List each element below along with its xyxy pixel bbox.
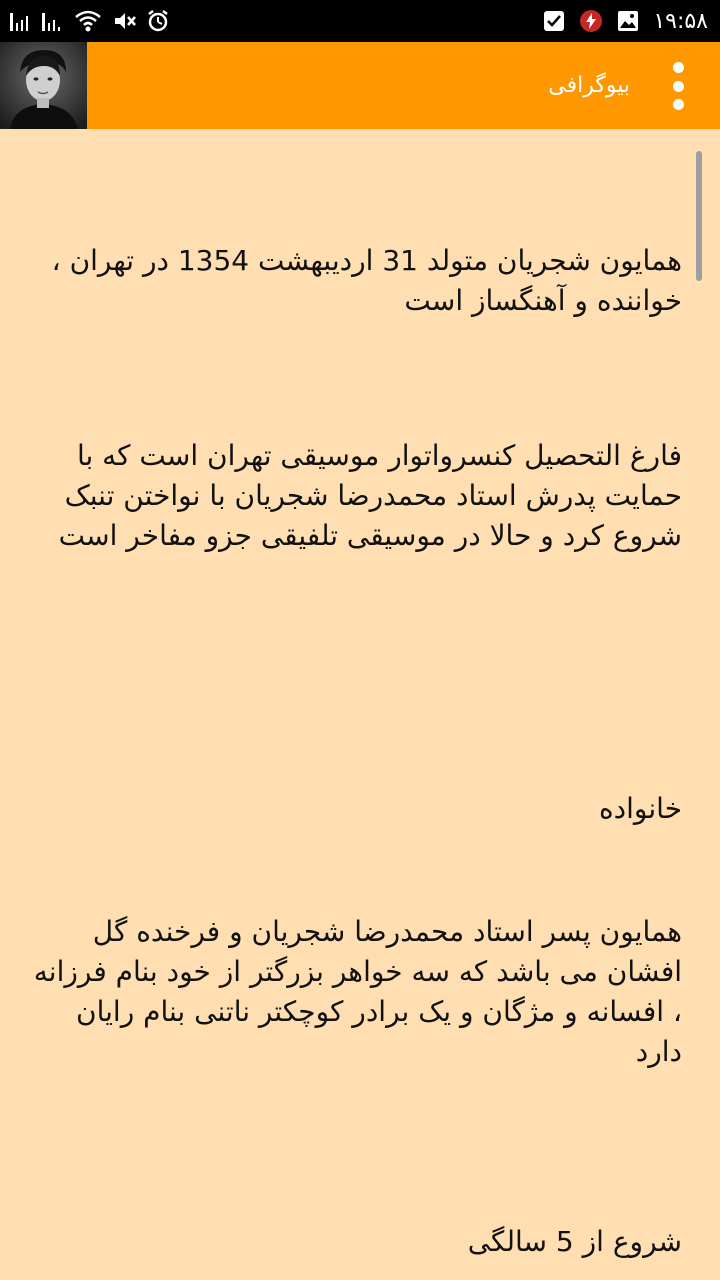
page-title: بیوگرافی bbox=[548, 73, 630, 98]
bio-paragraph: همایون پسر استاد محمدرضا شجریان و فرخنده گل افشان می باشد که سه خواهر بزرگتر از خود بنام فرزانه ، افسانه و مژگان و یک برادر کوچکتر ناتنی بنام رایان دارد bbox=[33, 915, 682, 1068]
flash-notification-icon bbox=[579, 9, 603, 33]
alarm-icon bbox=[146, 9, 170, 33]
bio-heading: خانواده bbox=[598, 792, 682, 825]
status-icons-right bbox=[543, 0, 708, 42]
image-notification-icon bbox=[617, 10, 639, 32]
status-time: ۱۹:۵۸ bbox=[653, 8, 708, 34]
signal-bars-icon bbox=[42, 9, 64, 33]
status-icons-left bbox=[10, 0, 170, 42]
wifi-icon bbox=[74, 9, 102, 33]
more-vert-icon-dot bbox=[673, 99, 684, 110]
mute-icon bbox=[112, 9, 136, 33]
biography-content[interactable] bbox=[0, 129, 720, 1280]
more-options-button[interactable] bbox=[666, 62, 690, 110]
scrollbar[interactable] bbox=[696, 151, 702, 281]
avatar[interactable] bbox=[0, 42, 87, 129]
signal-bars-icon bbox=[10, 9, 32, 33]
checkbox-notification-icon bbox=[543, 10, 565, 32]
bio-paragraph: فارغ التحصیل کنسرواتوار موسیقی تهران است که با حمایت پدرش استاد محمدرضا شجریان با نواختن تنبک شروع کرد و حالا در موسیقی تلفیقی جزو مفاخر است bbox=[58, 439, 682, 552]
app-bar bbox=[0, 42, 720, 129]
status-bar bbox=[0, 0, 720, 42]
more-vert-icon-dot bbox=[673, 81, 684, 92]
bio-heading: شروع از 5 سالگی bbox=[467, 1225, 682, 1258]
avatar-image bbox=[0, 42, 87, 129]
bio-paragraph: همایون شجریان متولد 31 اردیبهشت 1354 در تهران ، خواننده و آهنگساز است bbox=[51, 244, 682, 317]
more-vert-icon bbox=[673, 62, 684, 73]
